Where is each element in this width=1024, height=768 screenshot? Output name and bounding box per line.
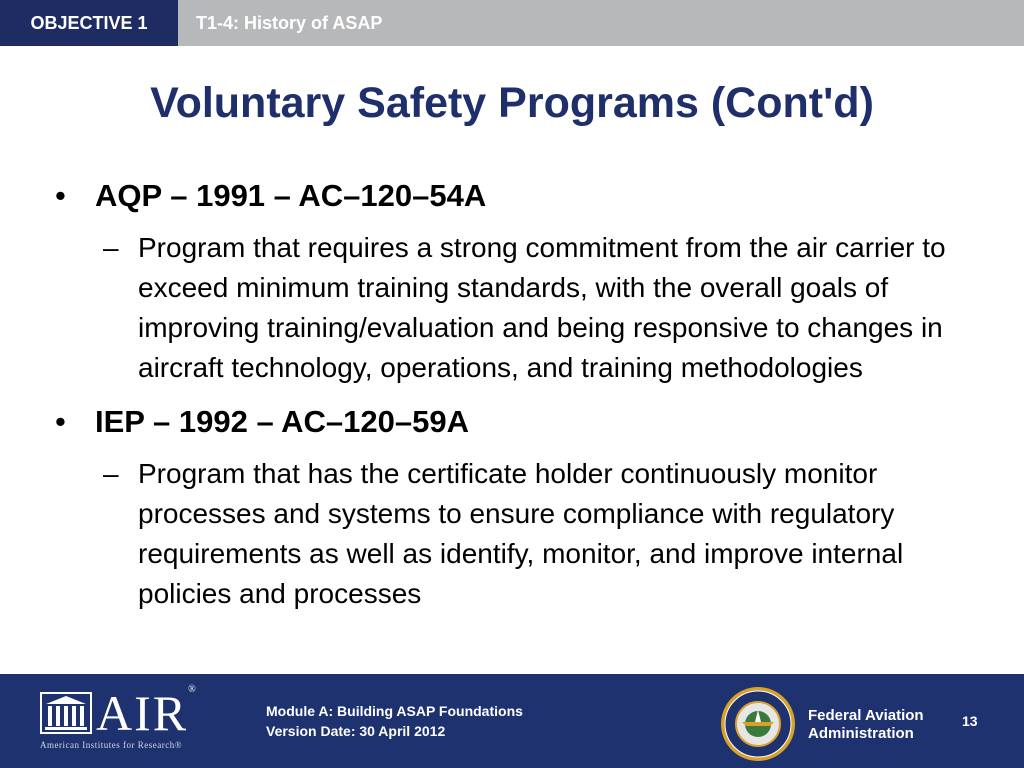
sub-bullet-text: Program that has the certificate holder continuously monitor processes and systems to ensure compliance with regulatory requirements as well as identify, monitor, and improve internal policies and processes [138,458,904,609]
module-title: Module A: Building ASAP Foundations [266,703,523,719]
module-info [266,701,523,741]
slide-title: Voluntary Safety Programs (Cont'd) [150,79,874,127]
sub-bullet-iep [55,454,958,614]
slide-content [55,178,975,630]
bullet-heading: IEP – 1992 – AC–120–59A [95,404,469,439]
faa-line-2: Administration [808,725,914,742]
sub-bullet-aqp [55,228,958,388]
faa-line-1: Federal Aviation [808,707,924,724]
version-date: Version Date: 30 April 2012 [266,723,446,739]
bullet-icon: • [55,404,66,439]
air-subtitle: American Institutes for Research® [40,740,183,750]
bullet-iep [55,404,975,440]
faa-name [808,707,924,743]
bullet-aqp [55,178,975,214]
dash-icon: – [103,458,119,489]
sub-bullet-text: Program that requires a strong commitment from the air carrier to exceed minimum training standards, with the overall goals of improving training/evaluation and being responsive to changes in aircraft technology, operations, and training methodologies [138,232,946,383]
dash-icon: – [103,232,119,263]
topic-label: T1-4: History of ASAP [196,13,383,33]
air-building-icon [40,692,92,734]
bullet-heading: AQP – 1991 – AC–120–54A [95,178,487,213]
bullet-icon: • [55,178,66,213]
page-number: 13 [962,713,978,729]
faa-seal-icon [720,686,796,762]
objective-label: OBJECTIVE 1 [0,0,178,46]
air-logo-text: AIR® [96,684,198,741]
air-logo [40,684,200,752]
